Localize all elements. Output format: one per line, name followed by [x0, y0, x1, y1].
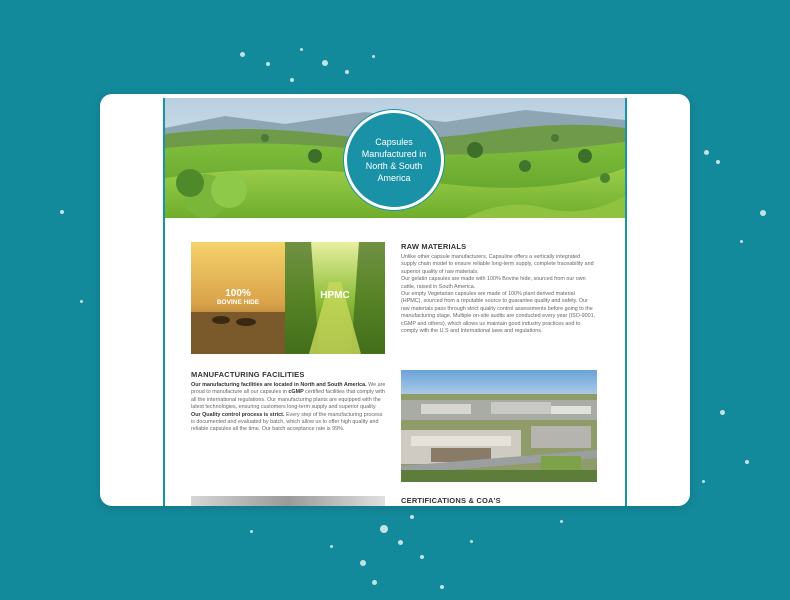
factory-image: [401, 370, 597, 482]
raw-materials-image: [191, 242, 385, 354]
manufacturing-title: MANUFACTURING FACILITIES: [191, 370, 305, 379]
hero-banner: [165, 98, 625, 218]
hero-badge-text: Capsules Manufactured in North & South America: [361, 137, 427, 183]
manufacturing-text-c: certified facilities that comply with all the international regulations. Our manufacturing plants are equipped with the latest technologies, ensuring customers long-term supply and superior quality.: [191, 389, 385, 411]
hero-badge: [344, 110, 444, 210]
quality-lead: Our Quality control process is strict.: [191, 411, 285, 418]
cgmp-term: cGMP: [288, 389, 304, 396]
certifications-image: [191, 496, 385, 506]
browser-card: [100, 94, 690, 506]
manufacturing-section: [191, 370, 387, 434]
raw-materials-paragraph-1: Unlike other capsule manufacturers, Capsuline offers a vertically integrated supply chain model to ensure reliable long-term supply, complete traceability and superior quality of raw materials.: [401, 254, 594, 275]
manufacturing-paragraph-2: [191, 412, 387, 434]
bovine-hide-label: BOVINE HIDE: [216, 299, 260, 306]
raw-materials-section: [401, 242, 597, 335]
raw-materials-paragraph-2: Our gelatin capsules are made with 100% Bovine hide, sourced from our own cattle, raised in South America.: [401, 276, 586, 290]
bovine-percent-label: 100%: [225, 288, 251, 299]
manufacturing-text-a: We are proud to manufacture all our capsules in: [191, 382, 386, 396]
hpmc-label: HPMC: [320, 290, 350, 301]
quality-text: Every step of the manufacturing process is documented and evaluated by batch, which allow us to offer high quality and reliable capsules all the time. Our batch acceptance rate is 99%.: [191, 411, 383, 433]
raw-materials-paragraph-3: Our empty Vegetarian capsules are made of 100% plant derived material (HPMC), sourced from a reputable source to guarantee quality and safety. Our raw materials pass through strict quality control assessments before going to the manufacturing stage. Multiple on-site audits are conducted every year (ISO-9001, cGMP and others), which allows us maintain good industry practices and to comply with the U.S and International laws and regulations.: [401, 291, 596, 335]
manufacturing-lead: Our manufacturing facilities are located in North and South America.: [191, 382, 367, 388]
webpage: [163, 98, 627, 506]
certifications-section: [401, 496, 597, 506]
certifications-title: CERTIFICATIONS & COA'S: [401, 496, 501, 505]
raw-materials-title: RAW MATERIALS: [401, 242, 467, 251]
manufacturing-paragraph-1: [191, 382, 387, 412]
